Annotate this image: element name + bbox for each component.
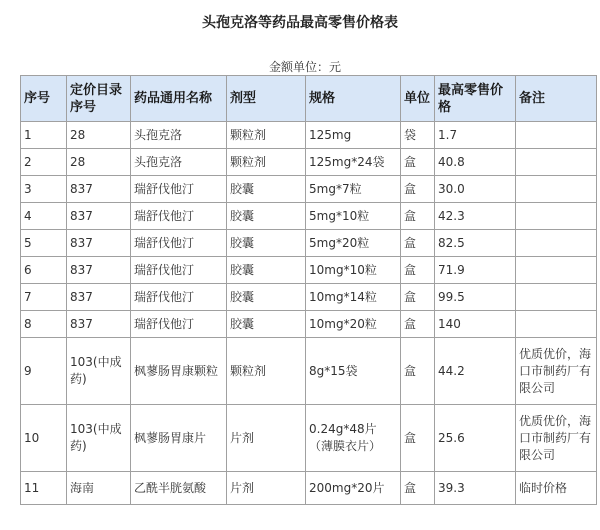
price-table (20, 75, 597, 505)
cell-unit: 盒 (401, 149, 435, 176)
cell-catalog-no: 837 (67, 176, 131, 203)
header-drug-name: 药品通用名称 (131, 76, 227, 122)
document-title: 头孢克洛等药品最高零售价格表 (202, 15, 398, 31)
cell-max-price: 39.3 (435, 472, 516, 505)
cell-dosage-form: 片剂 (227, 405, 306, 472)
cell-max-price: 1.7 (435, 122, 516, 149)
cell-catalog-no: 837 (67, 203, 131, 230)
cell-dosage-form: 颗粒剂 (227, 338, 306, 405)
table-row (21, 405, 597, 472)
table-row (21, 257, 597, 284)
cell-remark: 优质优价，海口市制药厂有限公司 (516, 405, 597, 472)
cell-remark (516, 149, 597, 176)
header-dosage-form: 剂型 (227, 76, 306, 122)
cell-remark (516, 257, 597, 284)
cell-spec: 10mg*20粒 (306, 311, 401, 338)
cell-spec: 5mg*7粒 (306, 176, 401, 203)
cell-max-price: 140 (435, 311, 516, 338)
cell-spec: 125mg (306, 122, 401, 149)
cell-spec: 8g*15袋 (306, 338, 401, 405)
cell-dosage-form: 胶囊 (227, 257, 306, 284)
cell-dosage-form: 颗粒剂 (227, 149, 306, 176)
cell-drug-name: 头孢克洛 (131, 149, 227, 176)
cell-spec: 125mg*24袋 (306, 149, 401, 176)
cell-spec: 10mg*10粒 (306, 257, 401, 284)
cell-unit: 盒 (401, 405, 435, 472)
cell-seq: 9 (21, 338, 67, 405)
cell-seq: 4 (21, 203, 67, 230)
cell-seq: 8 (21, 311, 67, 338)
cell-catalog-no: 837 (67, 284, 131, 311)
cell-catalog-no: 837 (67, 257, 131, 284)
cell-unit: 盒 (401, 472, 435, 505)
cell-remark: 临时价格 (516, 472, 597, 505)
cell-unit: 袋 (401, 122, 435, 149)
cell-catalog-no: 837 (67, 311, 131, 338)
cell-drug-name: 瑞舒伐他汀 (131, 284, 227, 311)
table-header-row (21, 76, 597, 122)
cell-unit: 盒 (401, 230, 435, 257)
cell-unit: 盒 (401, 284, 435, 311)
cell-seq: 7 (21, 284, 67, 311)
cell-dosage-form: 胶囊 (227, 230, 306, 257)
header-remark: 备注 (516, 76, 597, 122)
cell-dosage-form: 胶囊 (227, 311, 306, 338)
header-seq: 序号 (21, 76, 67, 122)
cell-catalog-no: 837 (67, 230, 131, 257)
cell-dosage-form: 胶囊 (227, 176, 306, 203)
currency-unit-note: 金额单位：元 (268, 60, 341, 74)
cell-max-price: 71.9 (435, 257, 516, 284)
table-row (21, 338, 597, 405)
cell-drug-name: 枫蓼肠胃康颗粒 (131, 338, 227, 405)
cell-spec: 5mg*20粒 (306, 230, 401, 257)
table-row (21, 284, 597, 311)
cell-unit: 盒 (401, 257, 435, 284)
cell-max-price: 44.2 (435, 338, 516, 405)
cell-max-price: 42.3 (435, 203, 516, 230)
cell-spec: 0.24g*48片（薄膜衣片） (306, 405, 401, 472)
table-row (21, 472, 597, 505)
cell-seq: 2 (21, 149, 67, 176)
cell-catalog-no: 28 (67, 122, 131, 149)
cell-catalog-no: 海南 (67, 472, 131, 505)
cell-drug-name: 乙酰半胱氨酸 (131, 472, 227, 505)
header-catalog-no: 定价目录序号 (67, 76, 131, 122)
cell-remark: 优质优价，海口市制药厂有限公司 (516, 338, 597, 405)
table-row (21, 203, 597, 230)
header-max-price: 最高零售价格 (435, 76, 516, 122)
header-spec: 规格 (306, 76, 401, 122)
cell-seq: 11 (21, 472, 67, 505)
cell-unit: 盒 (401, 203, 435, 230)
cell-max-price: 40.8 (435, 149, 516, 176)
table-row (21, 311, 597, 338)
cell-remark (516, 176, 597, 203)
cell-max-price: 99.5 (435, 284, 516, 311)
cell-remark (516, 122, 597, 149)
cell-drug-name: 瑞舒伐他汀 (131, 230, 227, 257)
cell-drug-name: 瑞舒伐他汀 (131, 203, 227, 230)
cell-drug-name: 瑞舒伐他汀 (131, 257, 227, 284)
cell-remark (516, 230, 597, 257)
cell-seq: 6 (21, 257, 67, 284)
cell-drug-name: 枫蓼肠胃康片 (131, 405, 227, 472)
cell-drug-name: 头孢克洛 (131, 122, 227, 149)
header-unit: 单位 (401, 76, 435, 122)
cell-remark (516, 284, 597, 311)
cell-unit: 盒 (401, 311, 435, 338)
cell-dosage-form: 胶囊 (227, 284, 306, 311)
cell-dosage-form: 胶囊 (227, 203, 306, 230)
table-row (21, 149, 597, 176)
cell-unit: 盒 (401, 338, 435, 405)
cell-seq: 1 (21, 122, 67, 149)
cell-spec: 10mg*14粒 (306, 284, 401, 311)
cell-catalog-no: 28 (67, 149, 131, 176)
cell-dosage-form: 片剂 (227, 472, 306, 505)
cell-remark (516, 203, 597, 230)
cell-max-price: 30.0 (435, 176, 516, 203)
cell-seq: 10 (21, 405, 67, 472)
cell-drug-name: 瑞舒伐他汀 (131, 176, 227, 203)
table-row (21, 230, 597, 257)
cell-drug-name: 瑞舒伐他汀 (131, 311, 227, 338)
table-row (21, 176, 597, 203)
cell-remark (516, 311, 597, 338)
cell-seq: 5 (21, 230, 67, 257)
cell-seq: 3 (21, 176, 67, 203)
cell-catalog-no: 103(中成药) (67, 405, 131, 472)
cell-max-price: 25.6 (435, 405, 516, 472)
cell-unit: 盒 (401, 176, 435, 203)
cell-spec: 200mg*20片 (306, 472, 401, 505)
cell-dosage-form: 颗粒剂 (227, 122, 306, 149)
table-row (21, 122, 597, 149)
cell-max-price: 82.5 (435, 230, 516, 257)
cell-spec: 5mg*10粒 (306, 203, 401, 230)
cell-catalog-no: 103(中成药) (67, 338, 131, 405)
